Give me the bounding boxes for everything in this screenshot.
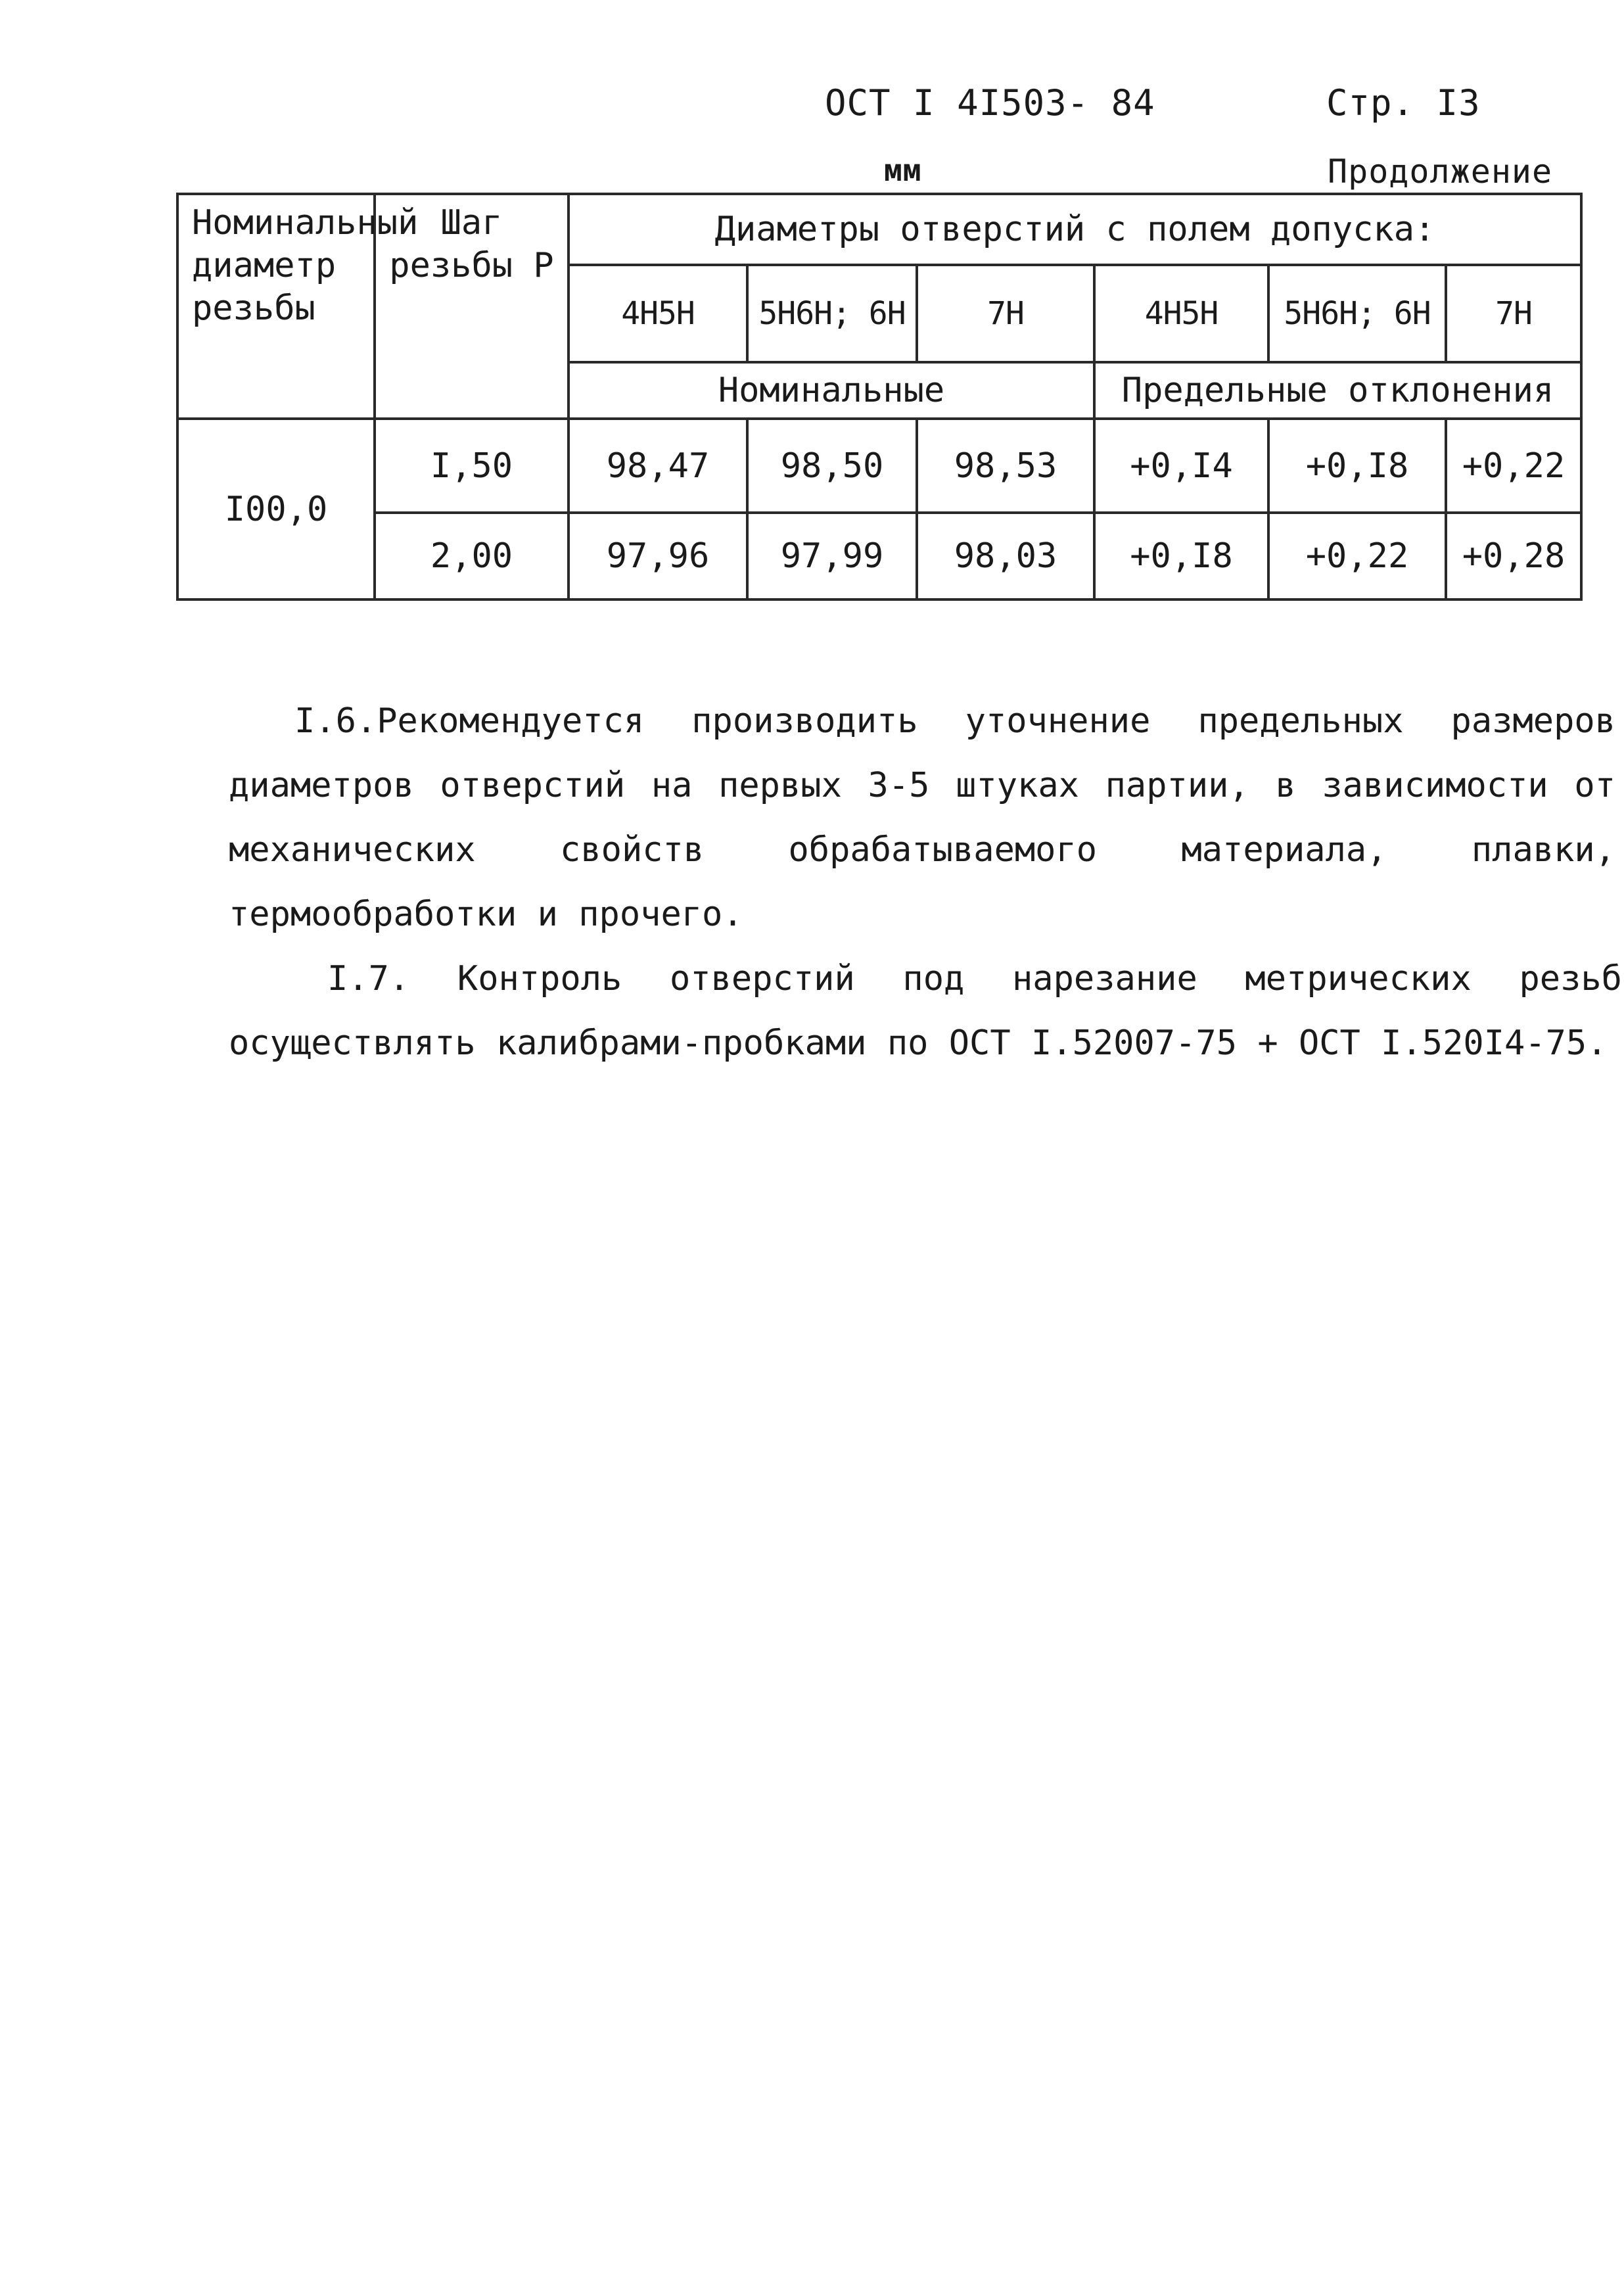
page-number: Стр. I3: [1326, 82, 1481, 124]
nominal-diameter-cell: I00,0: [177, 419, 375, 599]
value-cell: +0,I8: [1268, 419, 1446, 513]
value-cell: 98,47: [568, 419, 747, 513]
value-cell: 98,53: [917, 419, 1094, 513]
paragraph-text: I.7. Контроль отверстий под нарезание метрических резьб осуществлять калибрами-пробками по ОСТ I.52007-75 + ОСТ I.520I4-75.: [229, 959, 1622, 1063]
tolerance-field: 5H6H; 6H: [1268, 265, 1446, 362]
pitch-cell: 2,00: [375, 513, 568, 599]
tolerance-field: 5H6H; 6H: [747, 265, 917, 362]
value-cell: +0,22: [1268, 513, 1446, 599]
value-cell: +0,I8: [1094, 513, 1268, 599]
tolerance-field: 7H: [917, 265, 1094, 362]
paragraph-1-6: [229, 689, 1615, 947]
paragraph-text: I.6.Рекомендуется производить уточнение предельных размеров диаметров отверстий на первых 3-5 штуках партии, в зависимости от механических свойств обрабатываемого материала, плавки, термообработки и прочего.: [229, 701, 1615, 934]
value-cell: 98,03: [917, 513, 1094, 599]
table-row: [177, 513, 1581, 599]
unit-label: мм: [884, 153, 922, 188]
subheader-deviation: Предельные отклонения: [1094, 362, 1581, 419]
paragraph-1-7: [229, 947, 1622, 1075]
document-code: ОСТ I 4I503- 84: [825, 82, 1155, 124]
value-cell: 97,96: [568, 513, 747, 599]
tolerance-field: 7H: [1446, 265, 1581, 362]
continuation-label: Продолжение: [1328, 153, 1553, 191]
tolerance-field: 4H5H: [1094, 265, 1268, 362]
header-tolerance-group: Диаметры отверстий с полем допуска:: [568, 194, 1581, 265]
value-cell: +0,I4: [1094, 419, 1268, 513]
value-cell: +0,28: [1446, 513, 1581, 599]
table-row: [177, 419, 1581, 513]
subheader-nominal: Номинальные: [568, 362, 1094, 419]
value-cell: 98,50: [747, 419, 917, 513]
pitch-cell: I,50: [375, 419, 568, 513]
header-nominal-diameter: Номинальный диаметр резьбы: [177, 194, 375, 419]
thread-hole-table: [176, 193, 1583, 601]
header-thread-pitch: Шаг резьбы P: [375, 194, 568, 419]
value-cell: 97,99: [747, 513, 917, 599]
tolerance-field: 4H5H: [568, 265, 747, 362]
value-cell: +0,22: [1446, 419, 1581, 513]
